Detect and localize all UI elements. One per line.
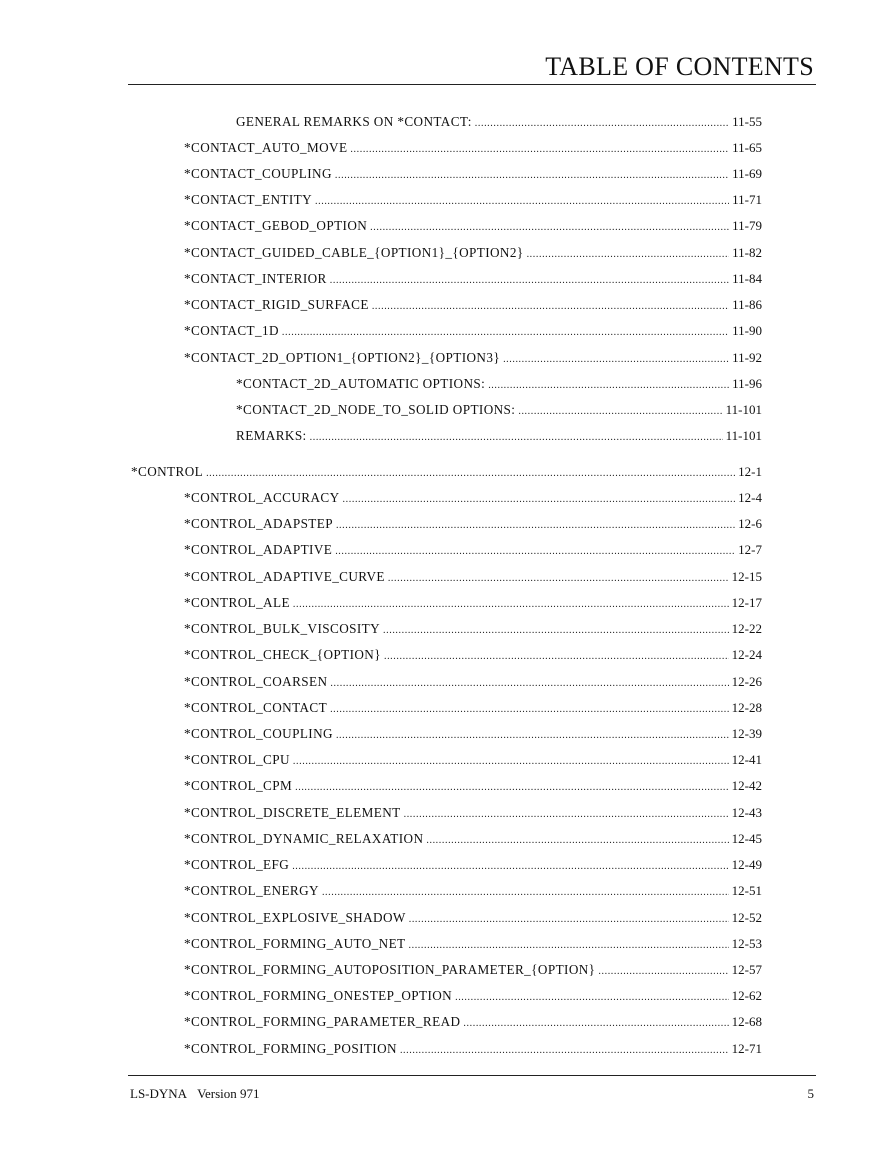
toc-entry-page: 12-52 [731, 910, 762, 925]
toc-entry-title: *CONTACT_GEBOD_OPTION [184, 218, 368, 233]
toc-entry-page: 12-6 [738, 516, 762, 531]
toc-leader [488, 380, 729, 391]
toc-leader [426, 835, 728, 846]
toc-entry-page: 11-71 [732, 192, 762, 207]
toc-entry[interactable] [184, 569, 762, 587]
toc-entry-title: *CONTROL_CHECK_{OPTION} [184, 647, 381, 662]
toc-entry[interactable] [184, 962, 762, 980]
toc-leader [330, 678, 728, 689]
toc-leader [336, 520, 735, 531]
toc-entry-title: *CONTACT_2D_AUTOMATIC OPTIONS: [236, 376, 486, 391]
toc-entry-page: 11-96 [732, 376, 762, 391]
toc-entry[interactable] [184, 350, 762, 368]
toc-entry[interactable] [184, 883, 762, 901]
toc-entry[interactable] [184, 621, 762, 639]
toc-entry[interactable] [184, 857, 762, 875]
page-number: 5 [807, 1086, 814, 1101]
toc-leader [293, 599, 729, 610]
toc-entry-page: 11-92 [732, 350, 762, 365]
toc-leader [463, 1018, 728, 1029]
toc-entry-page: 11-69 [732, 166, 762, 181]
toc-leader [409, 940, 729, 951]
toc-entry-title: *CONTROL_COUPLING [184, 726, 333, 741]
toc-leader [330, 704, 729, 715]
toc-entry-title: *CONTROL_DYNAMIC_RELAXATION [184, 831, 424, 846]
toc-entry-title: *CONTACT_GUIDED_CABLE_{OPTION1}_{OPTION2} [184, 245, 524, 260]
toc-entry[interactable] [184, 516, 762, 534]
toc-entry-title: *CONTACT_COUPLING [184, 166, 332, 181]
toc-entry-page: 12-28 [731, 700, 762, 715]
toc-entry-title: *CONTROL_ENERGY [184, 883, 319, 898]
toc-leader [409, 914, 729, 925]
toc-leader [370, 222, 729, 233]
toc-entry[interactable] [184, 674, 762, 692]
toc-entry[interactable] [184, 542, 762, 560]
toc-entry-title: *CONTROL_ACCURACY [184, 490, 340, 505]
toc-entry-title: *CONTACT_AUTO_MOVE [184, 140, 348, 155]
toc-leader [282, 327, 729, 338]
toc-entry-page: 12-7 [738, 542, 762, 557]
toc-entry[interactable] [184, 297, 762, 315]
toc-leader [293, 756, 729, 767]
toc-entry-page: 12-4 [738, 490, 762, 505]
toc-leader [372, 301, 729, 312]
toc-entry-page: 12-42 [731, 778, 762, 793]
toc-entry-page: 12-45 [731, 831, 762, 846]
toc-entry-title: *CONTROL_ADAPTIVE_CURVE [184, 569, 385, 584]
toc-leader [518, 406, 722, 417]
toc-leader [503, 354, 729, 365]
toc-entry[interactable] [184, 752, 762, 770]
toc-entry-title: *CONTACT_RIGID_SURFACE [184, 297, 369, 312]
toc-entry[interactable] [236, 114, 762, 132]
toc-leader [598, 966, 728, 977]
toc-leader [336, 730, 729, 741]
toc-entry-page: 11-90 [732, 323, 762, 338]
toc-entry[interactable] [184, 988, 762, 1006]
toc-entry-title: GENERAL REMARKS ON *CONTACT: [236, 114, 472, 129]
toc-entry-page: 12-26 [731, 674, 762, 689]
toc-entry-title: *CONTROL [131, 464, 204, 479]
toc-entry-page: 12-53 [731, 936, 762, 951]
toc-entry-title: *CONTROL_ADAPSTEP [184, 516, 333, 531]
toc-entry[interactable] [184, 805, 762, 823]
toc-leader [404, 809, 729, 820]
toc-entry-page: 12-17 [731, 595, 762, 610]
toc-entry-title: *CONTROL_FORMING_ONESTEP_OPTION [184, 988, 453, 1003]
toc-entry[interactable] [184, 647, 762, 665]
toc-entry[interactable] [184, 831, 762, 849]
toc-entry[interactable] [236, 402, 762, 420]
toc-entry[interactable] [184, 936, 762, 954]
toc-entry-page: 11-101 [725, 402, 762, 417]
footer-product-version [130, 1086, 260, 1102]
toc-entry-title: *CONTROL_BULK_VISCOSITY [184, 621, 381, 636]
toc-entry[interactable] [236, 376, 762, 394]
page-header [128, 52, 816, 85]
toc-leader [384, 651, 729, 662]
toc-leader [350, 144, 729, 155]
footer-product: LS-DYNA [130, 1086, 188, 1101]
toc-leader [475, 118, 729, 129]
toc-entry-page: 11-65 [732, 140, 762, 155]
footer-version: Version 971 [197, 1086, 260, 1101]
toc-entry-title: *CONTROL_EXPLOSIVE_SHADOW [184, 910, 406, 925]
toc-entry-title: *CONTROL_CPM [184, 778, 293, 793]
toc-entry-title: *CONTROL_ADAPTIVE [184, 542, 333, 557]
toc-entry-title: *CONTACT_2D_OPTION1_{OPTION2}_{OPTION3} [184, 350, 501, 365]
toc-entry-page: 12-39 [731, 726, 762, 741]
toc-entry[interactable] [184, 595, 762, 613]
toc-entry-page: 12-57 [731, 962, 762, 977]
toc-entry[interactable] [184, 271, 762, 289]
toc-leader [343, 494, 736, 505]
toc-leader [388, 573, 729, 584]
toc-entry[interactable] [184, 490, 762, 508]
toc-leader [335, 170, 729, 181]
toc-entry-title: *CONTROL_FORMING_PARAMETER_READ [184, 1014, 461, 1029]
toc-leader [527, 249, 730, 260]
toc-entry-title: *CONTROL_FORMING_AUTO_NET [184, 936, 406, 951]
toc-entry[interactable] [184, 910, 762, 928]
toc-entry-page: 12-71 [731, 1041, 762, 1056]
toc-entry[interactable] [184, 700, 762, 718]
toc-entry-page: 11-55 [732, 114, 762, 129]
toc-entry-page: 12-15 [731, 569, 762, 584]
toc-entry-page: 12-62 [731, 988, 762, 1003]
toc-entry-page: 12-51 [731, 883, 762, 898]
page-footer [128, 1075, 816, 1101]
toc-entry-page: 12-41 [731, 752, 762, 767]
toc-entry-title: *CONTACT_INTERIOR [184, 271, 327, 286]
toc-entry-title: *CONTROL_CPU [184, 752, 290, 767]
toc-entry-page: 12-49 [731, 857, 762, 872]
toc-entry-page: 12-43 [731, 805, 762, 820]
toc-entry-title: *CONTROL_FORMING_AUTOPOSITION_PARAMETER_{OPTION} [184, 962, 596, 977]
toc-entry-page: 11-79 [732, 218, 762, 233]
toc-leader [310, 432, 723, 443]
toc-entry-title: *CONTACT_1D [184, 323, 279, 338]
toc-leader [330, 275, 729, 286]
toc-entry[interactable] [184, 1041, 762, 1059]
toc-entry-title: *CONTACT_ENTITY [184, 192, 313, 207]
toc-entry[interactable] [184, 726, 762, 744]
toc-leader [315, 196, 729, 207]
toc-entry[interactable] [184, 218, 762, 236]
toc-entry[interactable] [184, 140, 762, 158]
toc-entry[interactable] [184, 192, 762, 210]
toc-entry[interactable] [184, 245, 762, 263]
toc-leader [292, 861, 728, 872]
toc-entry-page: 11-86 [732, 297, 762, 312]
toc-leader [206, 468, 735, 479]
toc-entry-title: *CONTROL_ALE [184, 595, 290, 610]
toc-entry-title: *CONTROL_CONTACT [184, 700, 328, 715]
toc-entry-title: REMARKS: [236, 428, 307, 443]
toc-leader [400, 1045, 729, 1056]
toc-entry[interactable] [184, 1014, 762, 1032]
toc-entry-title: *CONTROL_COARSEN [184, 674, 328, 689]
toc-leader [295, 782, 729, 793]
toc-leader [322, 887, 729, 898]
toc-entry-title: *CONTACT_2D_NODE_TO_SOLID OPTIONS: [236, 402, 516, 417]
toc-leader [383, 625, 729, 636]
toc-chapter-entry[interactable] [131, 464, 762, 482]
toc-entry-title: *CONTROL_FORMING_POSITION [184, 1041, 397, 1056]
toc-entry-title: *CONTROL_DISCRETE_ELEMENT [184, 805, 401, 820]
page-title: TABLE OF CONTENTS [545, 52, 814, 81]
toc-entry-title: *CONTROL_EFG [184, 857, 290, 872]
toc-entry-page: 11-101 [725, 428, 762, 443]
toc-entry[interactable] [184, 166, 762, 184]
toc-entry-page: 12-1 [738, 464, 762, 479]
toc-leader [455, 992, 729, 1003]
toc-entry-page: 11-84 [732, 271, 762, 286]
toc-entry-page: 12-68 [731, 1014, 762, 1029]
toc-entry-page: 12-24 [731, 647, 762, 662]
toc-entry-page: 11-82 [732, 245, 762, 260]
toc-leader [335, 546, 735, 557]
toc-entry[interactable] [184, 323, 762, 341]
toc-entry-page: 12-22 [731, 621, 762, 636]
toc-entry[interactable] [184, 778, 762, 796]
toc-entry[interactable] [236, 428, 762, 446]
